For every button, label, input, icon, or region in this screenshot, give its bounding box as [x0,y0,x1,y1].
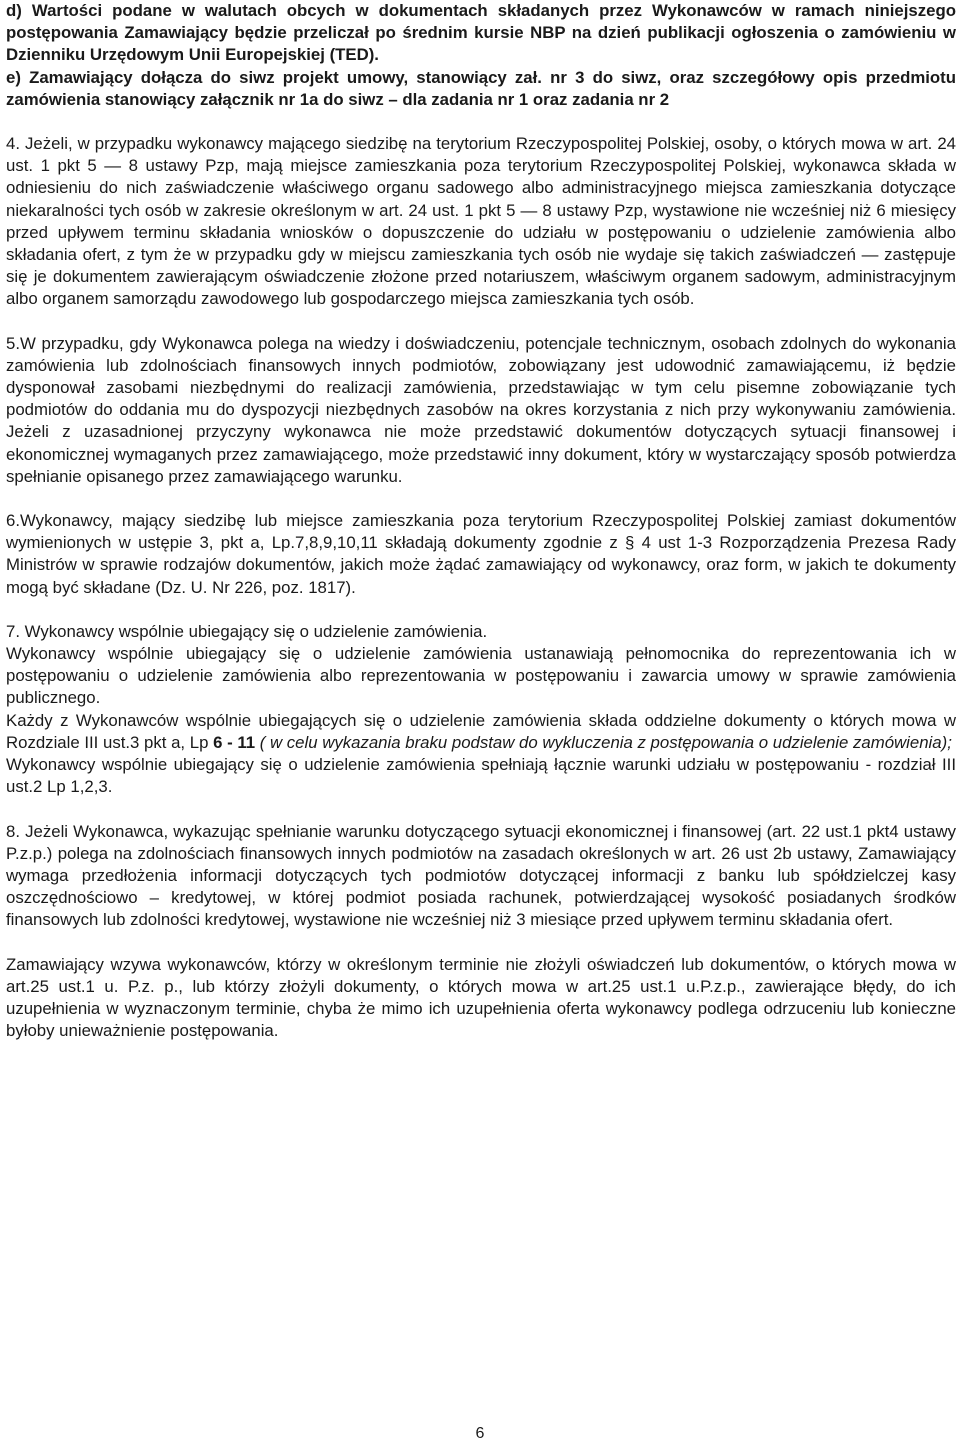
paragraph-text: Wykonawcy wspólnie ubiegający się o udzielenie zamówienia spełniają łącznie warunki udziału w postępowaniu - rozdział III ust.2 Lp 1,2,3. [6,755,956,797]
paragraph-text: 6.Wykonawcy, mający siedzibę lub miejsce zamieszkania poza terytorium Rzeczypospolitej Polskiej zamiast dokumentów wymienionych w ustępie 3, pkt a, Lp.7,8,9,10,11 składają dokumenty zgodnie z § 4 ust 1-3 Rozporządzenia Prezesa Rady Ministrów w sprawie rodzajów dokumentów, jakich może żądać zamawiający od wykonawcy, oraz form, w jakich te dokumenty mogą być składane (Dz. U. Nr 226, poz. 1817). [6,511,956,597]
paragraph-text: 4. Jeżeli, w przypadku wykonawcy mającego siedzibę na terytorium Rzeczypospolitej Polskiej, osoby, o których mowa w art. 24 ust. 1 pkt 5 — 8 ustawy Pzp, mają miejsce zamieszkania poza terytorium Rzeczypospolitej Polskiej, wykonawca składa w odniesieniu do nich zaświadczenie właściwego organu sadowego albo administracyjnego miejsca zamieszkania dotyczące niekaralności tych osób w zakresie określonym w art. 24 ust. 1 pkt 5 — 8 ustawy Pzp, wystawione nie wcześniej niż 6 miesięcy przed upływem terminu składania wniosków o dopuszczenie do udziału w postępowaniu o udzielenie zamówienia albo składania ofert, z tym że w przypadku gdy w miejscu zamieszkania tych osób nie wydaje się takich zaświadczeń — zastępuje się je dokumentem zawierającym oświadczenie złożone przed notariuszem, właściwym organem sadowym, administracyjnym albo organem samorządu zawodowego lub gospodarczego miejsca zamieszkania tych osób. [6,134,956,309]
paragraph-text: 8. Jeżeli Wykonawca, wykazując spełnianie warunku dotyczącego sytuacji ekonomicznej i finansowej (art. 22 ust.1 pkt4 ustawy P.z.p.) polega na zdolnościach finansowych innych podmiotów na zasadach określonych w art. 26 ust 2b ustawy, Zamawiający wymaga przedłożenia informacji dotyczących tych podmiotów dotyczącej informacji z banku lub spółdzielczej kasy oszczędnościowo – kredytowej, w której podmiot posiada rachunek, potwierdzającej wysokość posiadanych środków finansowych lub zdolności kredytowej, wystawione nie wcześniej niż 3 miesiące przed upływem terminu składania ofert. [6,821,956,930]
paragraph [6,754,956,798]
paragraph-text: 6 - 11 [213,732,256,752]
paragraph [6,710,956,754]
paragraph [6,621,956,643]
paragraph [6,510,956,599]
paragraph-text: Każdy z Wykonawców wspólnie ubiegających się o udzielenie zamówienia składa oddzielne dokumenty o których mowa w Rozdziale III ust.3 pkt a, Lp [6,710,956,752]
page-number: 6 [475,1425,485,1442]
paragraph [6,954,956,1043]
paragraph-text: d) Wartości podane w walutach obcych w dokumentach składanych przez Wykonawców w ramach niniejszego postępowania Zamawiający będzie przeliczał po średnim kursie NBP na dzień publikacji ogłoszenia o zamówieniu w Dzienniku Urzędowym Unii Europejskiej (TED). [6,1,956,65]
paragraph-text: ( w celu wykazania braku podstaw do wykluczenia z postępowania o udzielenie zamówienia); [255,732,952,752]
paragraph [6,0,956,67]
paragraph-text: e) Zamawiający dołącza do siwz projekt umowy, stanowiący zał. nr 3 do siwz, oraz szczegółowy opis przedmiotu zamówienia stanowiący załącznik nr 1a do siwz – dla zadania nr 1 oraz zadania nr 2 [6,67,956,109]
paragraph [6,67,956,111]
paragraph-text: 7. Wykonawcy wspólnie ubiegający się o udzielenie zamówienia. [6,621,488,641]
paragraph [6,643,956,710]
paragraph [6,133,956,311]
document-page [6,0,956,1042]
paragraph-text: 5.W przypadku, gdy Wykonawca polega na wiedzy i doświadczeniu, potencjale technicznym, osobach zdolnych do wykonania zamówienia lub zdolnościach finansowych innych podmiotów, zobowiązany jest udowodnić zamawiającemu, iż będzie dysponował zasobami niezbędnymi do realizacji zamówienia, przedstawiając w tym celu pisemne zobowiązanie tych podmiotów do oddania mu do dyspozycji niezbędnych zasobów na okres korzystania z nich przy wykonywaniu zamówienia. Jeżeli z uzasadnionej przyczyny wykonawca nie może przedstawić dokumentów dotyczących sytuacji finansowej i ekonomicznej wymaganych przez zamawiającego, może przedstawić inny dokument, który w wystarczający sposób potwierdza spełnianie opisanego przez zamawiającego warunku. [6,333,956,486]
paragraph [6,333,956,488]
paragraph [6,821,956,932]
paragraph-text: Zamawiający wzywa wykonawców, którzy w określonym terminie nie złożyli oświadczeń lub dokumentów, o których mowa w art.25 ust.1 u. P.z. p., lub którzy złożyli dokumenty, o których mowa w art.25 ust.1 u.P.z.p., zawierające błędy, do ich uzupełnienia w wyznaczonym terminie, chyba że mimo ich uzupełnienia oferta wykonawcy podlega odrzuceniu lub konieczne byłoby unieważnienie postępowania. [6,954,956,1041]
paragraph-text: Wykonawcy wspólnie ubiegający się o udzielenie zamówienia ustanawiają pełnomocnika do reprezentowania ich w postępowaniu o udzielenie zamówienia albo reprezentowania w postępowaniu i zawarcia umowy w sprawie zamówienia publicznego. [6,644,956,708]
